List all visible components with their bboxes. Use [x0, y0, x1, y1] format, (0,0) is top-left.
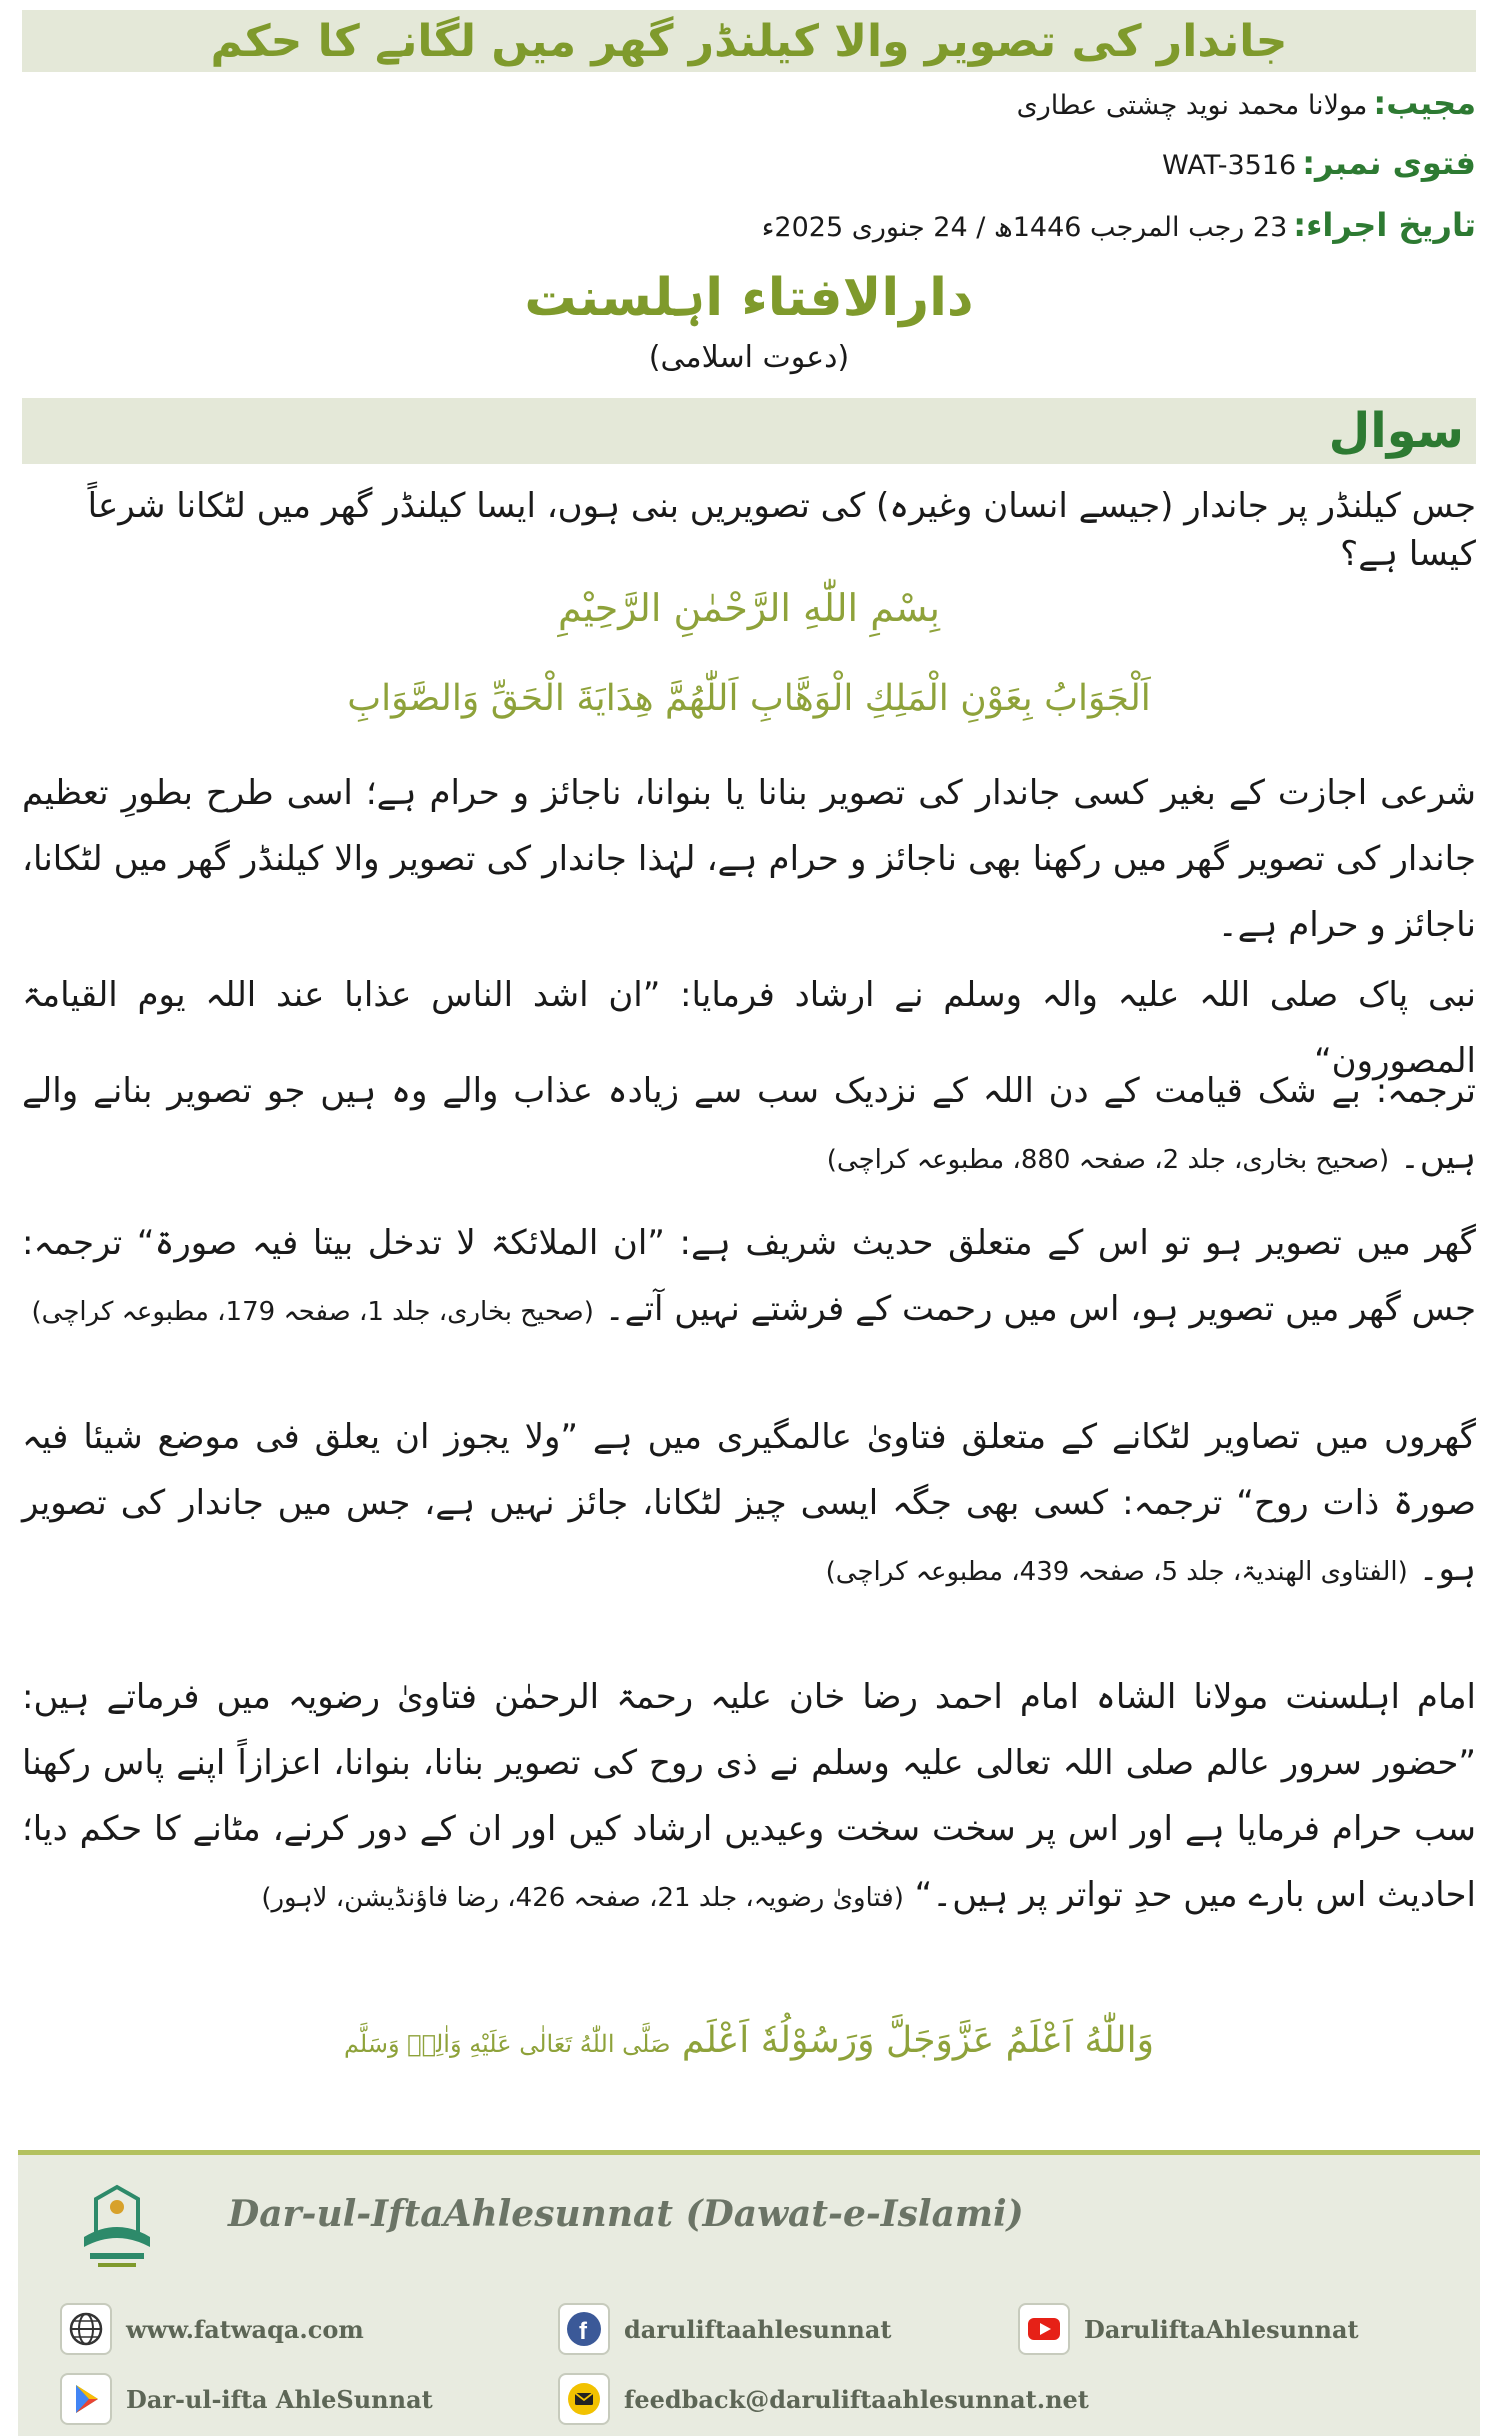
mujeeb-label: مجیب: — [1373, 84, 1476, 122]
mujeeb-value: مولانا محمد نوید چشتی عطاری — [1016, 90, 1368, 121]
playstore-text: Dar-ul-ifta AhleSunnat — [126, 2384, 433, 2414]
facebook-link[interactable] — [558, 2303, 892, 2355]
page-title: جاندار کی تصویر والا کیلنڈر گھر میں لگانے کا حکم — [210, 15, 1288, 67]
answer-paragraph-3: ترجمہ: بے شک قیامت کے دن اللہ کے نزدیک سب سے زیادہ عذاب والے وہ ہیں جو تصویر بنانے والے ہیں۔ (صحیح بخاری، جلد 2، صفحہ 880، مطبوعہ کراچی) — [22, 1071, 1476, 1177]
footer-brand: Dar-ul-IftaAhlesunnat (Dawat-e-Islami) — [228, 2193, 1024, 2235]
email-link[interactable] — [558, 2373, 1089, 2425]
title-banner — [22, 10, 1476, 72]
answer-paragraph-1: شرعی اجازت کے بغیر کسی جاندار کی تصویر بنانا یا بنوانا، ناجائز و حرام ہے؛ اسی طرح بطورِ تعظیم جاندار کی تصویر گھر میں رکھنا بھی ناجائز و حرام ہے، لہٰذا جاندار کی تصویر والا کیلنڈر گھر میں لٹکانا، ناجائز و حرام ہے۔ — [22, 773, 1476, 945]
website-link[interactable] — [60, 2303, 364, 2355]
closing-formula: وَاللّٰهُ اَعْلَمُ عَزَّوَجَلَّ وَرَسُوْلُهٗ اَعْلَم صَلَّی اللّٰهُ تَعَالٰی عَلَيْهِ وَاٰلِهٖ وَسَلَّم — [343, 2020, 1155, 2061]
reference: (الفتاوی الھندیۃ، جلد 5، صفحہ 439، مطبوعہ کراچی) — [825, 1557, 1408, 1587]
question-heading-bar — [22, 398, 1476, 464]
reference: (فتاویٰ رضویہ، جلد 21، صفحہ 426، رضا فاؤنڈیشن، لاہور) — [261, 1883, 904, 1913]
date-value: 23 رجب المرجب 1446ھ / 24 جنوری 2025ء — [761, 212, 1288, 243]
answer-heading: اَلْجَوَابُ بِعَوْنِ الْمَلِكِ الْوَهَّابِ اَللّٰهُمَّ هِدَايَةَ الْحَقِّ وَالصَّوَابِ — [347, 678, 1151, 719]
website-text: www.fatwaqa.com — [126, 2314, 364, 2344]
reference: (صحیح بخاری، جلد 2، صفحہ 880، مطبوعہ کراچی) — [826, 1145, 1390, 1175]
answer-paragraph-5: گھروں میں تصاویر لٹکانے کے متعلق فتاویٰ عالمگیری میں ہے ”ولا یجوز ان یعلق فی موضع شیئا فیہ صورۃ ذات روح“ ترجمہ: کسی بھی جگہ ایسی چیز لٹکانا، جائز نہیں ہے، جس میں جاندار کی تصویر ہو۔ (الفتاوی الھندیۃ، جلد 5، صفحہ 439، مطبوعہ کراچی) — [22, 1417, 1476, 1589]
mujeeb-row — [1017, 84, 1476, 122]
youtube-link[interactable] — [1018, 2303, 1359, 2355]
date-row — [762, 206, 1476, 244]
email-icon — [558, 2373, 610, 2425]
answer-paragraph-4: گھر میں تصویر ہو تو اس کے متعلق حدیث شریف ہے: ”ان الملائکۃ لا تدخل بیتا فیہ صورۃ“ ترجمہ: جس گھر میں تصویر ہو، اس میں رحمت کے فرشتے نہیں آتے۔ (صحیح بخاری، جلد 1، صفحہ 179، مطبوعہ کراچی) — [22, 1223, 1476, 1329]
play-store-icon — [60, 2373, 112, 2425]
globe-icon — [60, 2303, 112, 2355]
org-subtitle: (دعوت اسلامی) — [648, 340, 850, 375]
answer-paragraph-2: نبی پاک صلی اللہ علیہ والہ وسلم نے ارشاد فرمایا: ”ان اشد الناس عذابا عند اللہ یوم القیامۃ المصورون“ — [22, 975, 1476, 1081]
fatwa-label: فتوی نمبر: — [1302, 144, 1476, 182]
email-text: feedback@daruliftaahlesunnat.net — [624, 2384, 1089, 2414]
dar-ul-ifta-logo-icon — [76, 2177, 158, 2273]
answer-paragraph-6: امام اہلسنت مولانا الشاہ امام احمد رضا خان علیہ رحمۃ الرحمٰن فتاویٰ رضویہ میں فرماتے ہیں: ”حضور سرور عالم صلی اللہ تعالی علیہ وسلم نے ذی روح کی تصویر بنانا، بنوانا، اعزازاً اپنے پاس رکھنا سب حرام فرمایا ہے اور اس پر سخت سخت وعیدیں ارشاد کیں اور ان کے دور کرنے، مٹانے کا حکم دیا؛ احادیث اس بارے میں حدِ تواتر پر ہیں۔“ (فتاویٰ رضویہ، جلد 21، صفحہ 426، رضا فاؤنڈیشن، لاہور) — [22, 1677, 1476, 1915]
reference: (صحیح بخاری، جلد 1، صفحہ 179، مطبوعہ کراچی) — [31, 1297, 594, 1327]
youtube-icon — [1018, 2303, 1070, 2355]
fatwa-row — [1162, 144, 1476, 182]
question-text: جس کیلنڈر پر جاندار (جیسے انسان وغیرہ) کی تصویریں بنی ہوں، ایسا کیلنڈر گھر میں لٹکانا شرعاً کیسا ہے؟ — [87, 486, 1476, 574]
playstore-link[interactable] — [60, 2373, 433, 2425]
facebook-text: daruliftaahlesunnat — [624, 2314, 892, 2344]
svg-text:f: f — [579, 2318, 587, 2345]
question-heading: سوال — [1328, 403, 1464, 459]
facebook-icon — [558, 2303, 610, 2355]
youtube-text: DaruliftaAhlesunnat — [1084, 2314, 1359, 2344]
footer — [18, 2150, 1480, 2436]
bismillah: بِسْمِ اللّٰهِ الرَّحْمٰنِ الرَّحِيْمِ — [558, 586, 940, 630]
org-name: دارالافتاء اہلسنت — [524, 268, 974, 328]
date-label: تاریخ اجراء: — [1293, 206, 1476, 244]
fatwa-number: WAT-3516 — [1162, 150, 1297, 181]
